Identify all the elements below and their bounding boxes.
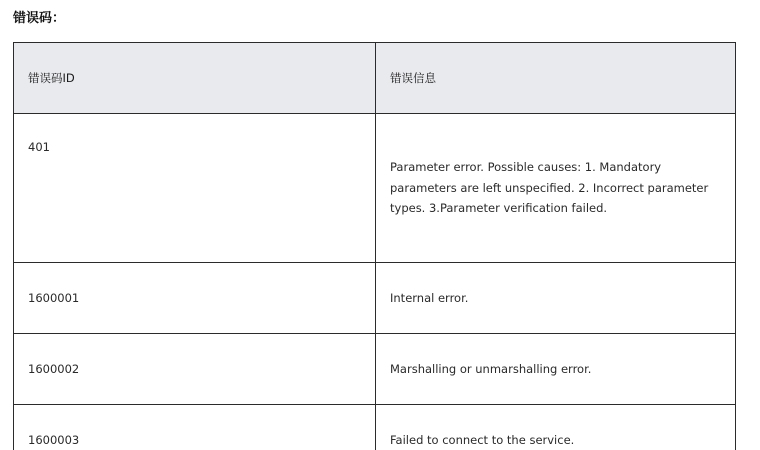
error-message-cell: Marshalling or unmarshalling error. [376,334,736,405]
error-message-cell: Internal error. [376,263,736,334]
header-error-code-id: 错误码ID [14,43,376,114]
table-row [14,263,736,334]
error-code-cell: 1600002 [14,334,376,405]
header-error-message: 错误信息 [376,43,736,114]
table-header-row [14,43,736,114]
error-message-cell: Failed to connect to the service. [376,405,736,450]
error-code-table [13,42,736,450]
table-row [14,114,736,263]
section-title: 错误码： [13,11,66,26]
table-row [14,334,736,405]
error-message-cell: Parameter error. Possible causes: 1. Mandatory parameters are left unspecified. 2. Incorrect parameter types. 3.Parameter verification failed. [376,114,736,263]
table-row [14,405,736,450]
error-code-cell: 401 [14,114,376,263]
error-code-cell: 1600003 [14,405,376,450]
error-code-cell: 1600001 [14,263,376,334]
